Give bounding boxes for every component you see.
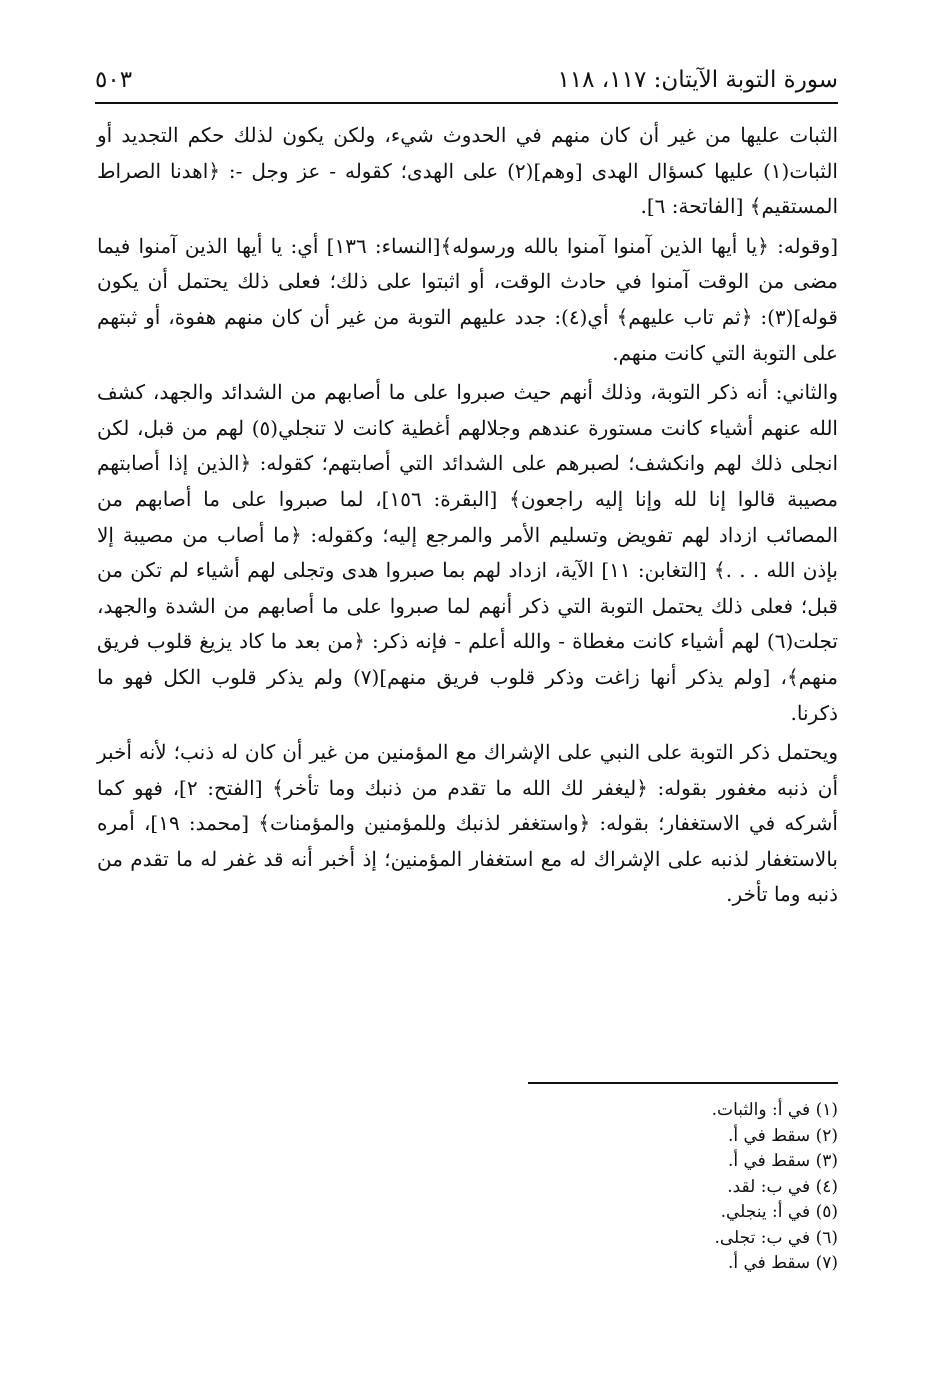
paragraph-2: [وقوله: ﴿يا أيها الذين آمنوا آمنوا بالله ورسوله﴾[النساء: ١٣٦] أي: يا أيها الذين آمنوا فيما مضى من الوقت آمنوا في حادث الوقت، أو اثبتوا على ذلك؛ فعلى ذلك يحتمل أن يكون قوله](٣): ﴿ثم تاب عليهم﴾ أي(٤): جدد عليهم التوبة من غير أن كان منهم هفوة، أو ثبتهم على التوبة التي كانت منهم.	[97, 233, 838, 365]
page-header	[95, 58, 838, 104]
footnote-4: (٤) في ب: لقد.	[727, 1176, 838, 1197]
paragraph-1: الثبات عليها من غير أن كان منهم في الحدوث شيء، ولكن يكون لذلك حكم التجديد أو الثبات(١) عليها كسؤال الهدى [وهم](٢) على الهدى؛ كقوله - عز وجل -: ﴿اهدنا الصراط المستقيم﴾ [الفاتحة: ٦].	[97, 123, 838, 219]
footnote-5: (٥) في أ: ينجلي.	[720, 1202, 838, 1222]
paragraph-3: والثاني: أنه ذكر التوبة، وذلك أنهم حيث صبروا على ما أصابهم من الشدائد والجهد، كشف الله عنهم أشياء كانت مستورة عندهم وجلالهم أغطية كانت لا تنجلي(٥) لهم من قبل، لكن انجلى ذلك لهم وانكشف؛ لصبرهم على الشدائد التي أصابتهم؛ كقوله: ﴿الذين إذا أصابتهم مصيبة قالوا إنا لله وإنا إليه راجعون﴾ [البقرة: ١٥٦]، لما صبروا على ما أصابهم من المصائب ازداد لهم تفويض وتسليم الأمر والمرجع إليه؛ وكقوله: ﴿ما أصاب من مصيبة إلا بإذن الله . . .﴾ [التغابن: ١١] الآية، ازداد لهم بما صبروا هدى وتجلى لهم أشياء لم تكن من قبل؛ فعلى ذلك يحتمل التوبة التي ذكر أنهم لما صبروا على ما أصابهم من الشدة والجهد، تجلت(٦) لهم أشياء كانت مغطاة - والله أعلم - فإنه ذكر: ﴿من بعد ما كاد يزيغ قلوب فريق منهم﴾، [ولم يذكر أنها زاغت وذكر قلوب فريق منهم](٧) ولم يذكر قلوب الكل فهو ما ذكرنا.	[97, 380, 839, 725]
footnotes	[97, 1098, 838, 1277]
footnote-separator	[528, 1082, 838, 1084]
body-text	[97, 118, 838, 913]
running-title: سورة التوبة الآيتان: ١١٧، ١١٨	[557, 67, 838, 93]
footnote-7: (٧) سقط في أ.	[727, 1253, 838, 1273]
footnote-6: (٦) في ب: تجلى.	[714, 1227, 838, 1248]
page-number: ٥٠٣	[95, 67, 133, 93]
footnote-3: (٣) سقط في أ.	[727, 1151, 838, 1171]
paragraph-4: ويحتمل ذكر التوبة على النبي على الإشراك مع المؤمنين من غير أن كان له ذنب؛ لأنه أخبر أن ذنبه مغفور بقوله: ﴿ليغفر لك الله ما تقدم من ذنبك وما تأخر﴾ [الفتح: ٢]، فهو كما أشركه في الاستغفار؛ بقوله: ﴿واستغفر لذنبك وللمؤمنين والمؤمنات﴾ [محمد: ١٩]، أمره بالاستغفار لذنبه على الإشراك له مع استغفار المؤمنين؛ إذ أخبر أنه قد غفر له ما تقدم من ذنبه وما تأخر.	[97, 740, 839, 907]
footnote-1: (١) في أ: والثبات.	[711, 1100, 838, 1120]
footnote-2: (٢) سقط في أ.	[727, 1125, 838, 1146]
